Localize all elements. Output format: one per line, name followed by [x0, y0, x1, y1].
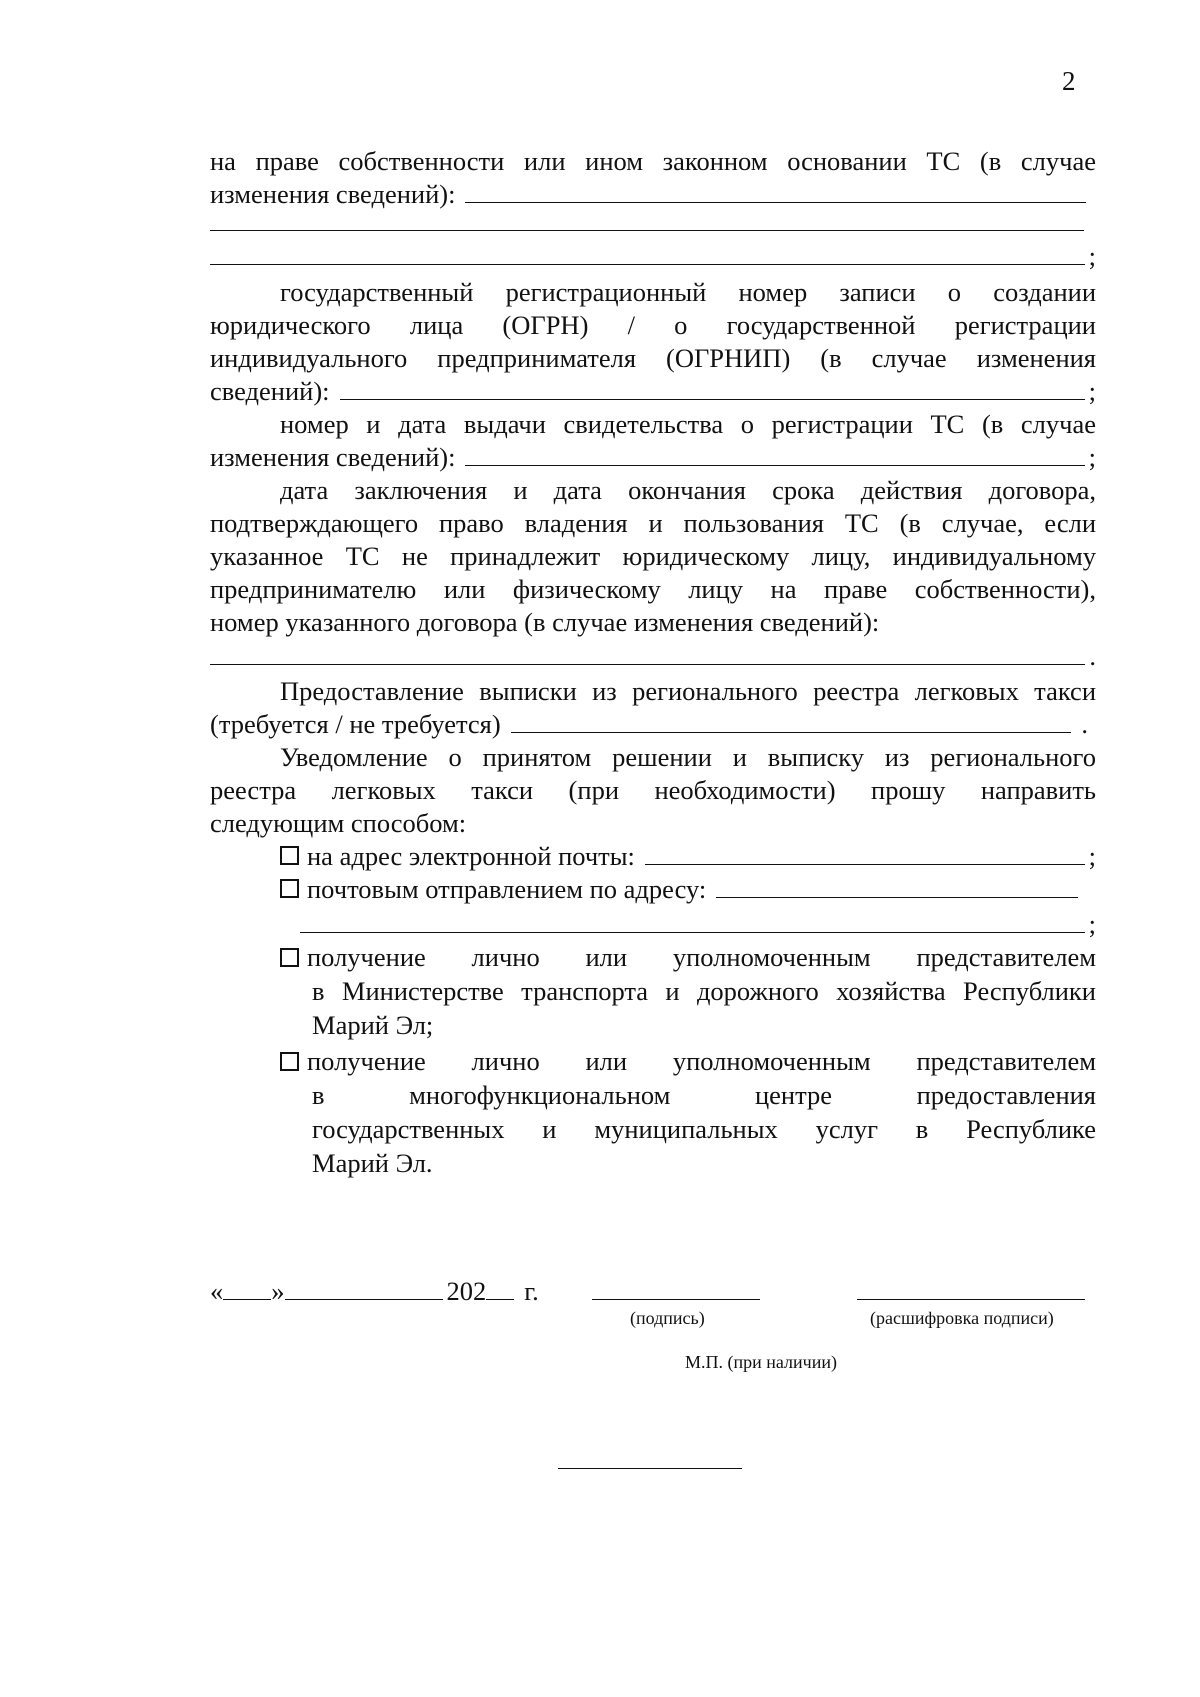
email-checkbox[interactable] [280, 846, 299, 865]
paragraph-line: указанное ТС не принадлежит юридическому лицу, индивидуальному [210, 541, 1096, 571]
option-ministry [280, 941, 1096, 974]
paragraph-line: индивидуального предпринимателя (ОГРНИП) (в случае изменения [210, 343, 1096, 373]
option-label: получение лично или уполномоченным представителем [307, 1046, 1096, 1076]
field-label: (требуется / не требуется) [210, 709, 501, 739]
paragraph-line: на праве собственности или ином законном основании ТС (в случае [210, 146, 1096, 176]
ownership-basis-field-continuation[interactable] [210, 240, 1096, 273]
field-label: изменения сведений): [210, 179, 456, 209]
postal-address-field-continuation[interactable] [300, 908, 1096, 941]
paragraph-line [210, 178, 1096, 211]
paragraph-line: государственный регистрационный номер записи о создании [280, 277, 1096, 307]
quote-close: » [271, 1276, 285, 1306]
paragraph-line [210, 708, 1096, 741]
seal-note: М.П. (при наличии) [685, 1352, 837, 1372]
option-mfc [280, 1045, 1096, 1078]
month-field[interactable] [285, 1277, 443, 1300]
paragraph-line: Марий Эл; [312, 1010, 434, 1040]
contract-field[interactable] [210, 640, 1096, 673]
period: . [1081, 709, 1088, 739]
paragraph-line: Уведомление о принятом решении и выписку из регионального [280, 742, 1096, 772]
ownership-basis-field-continuation[interactable] [210, 208, 1096, 241]
paragraph-line: следующим способом: [210, 808, 467, 838]
paragraph-line [210, 441, 1096, 474]
semicolon: ; [1088, 909, 1096, 939]
page-number: 2 [1062, 66, 1076, 96]
extract-required-field[interactable] [511, 710, 1072, 733]
semicolon: ; [1088, 442, 1096, 472]
paragraph-line: юридического лица (ОГРН) / о государственной регистрации [210, 310, 1096, 340]
certificate-field[interactable] [465, 443, 1084, 466]
ownership-basis-field[interactable] [465, 180, 1086, 203]
postal-address-field[interactable] [716, 875, 1078, 898]
semicolon: ; [1088, 841, 1096, 871]
field-label: сведений): [210, 376, 330, 406]
paragraph-line: дата заключения и дата окончания срока действия договора, [280, 475, 1096, 505]
end-separator [558, 1468, 742, 1469]
option-post [280, 873, 1096, 906]
paragraph-line: реестра легковых такси (при необходимости) прошу направить [210, 775, 1096, 805]
date-signature-row [210, 1275, 1110, 1308]
signature-caption: (подпись) [630, 1308, 705, 1328]
day-field[interactable] [223, 1277, 271, 1300]
year-suffix: г. [524, 1276, 539, 1306]
option-label: получение лично или уполномоченным представителем [307, 942, 1096, 972]
field-label: изменения сведений): [210, 442, 456, 472]
decoding-caption: (расшифровка подписи) [870, 1308, 1054, 1328]
period: . [1089, 641, 1096, 671]
year-field[interactable] [486, 1277, 514, 1300]
paragraph-line: Предоставление выписки из регионального реестра легковых такси [280, 676, 1096, 706]
paragraph-line: в многофункциональном центре предоставления [312, 1080, 1096, 1110]
paragraph-line: подтверждающего право владения и пользования ТС (в случае, если [210, 508, 1096, 538]
paragraph-line: в Министерстве транспорта и дорожного хозяйства Республики [312, 976, 1096, 1006]
signature-line[interactable] [592, 1299, 760, 1300]
signature-decoding-line[interactable] [857, 1299, 1085, 1300]
paragraph-line [210, 375, 1096, 408]
option-label: на адрес электронной почты: [307, 841, 635, 871]
mfc-checkbox[interactable] [280, 1052, 299, 1071]
post-checkbox[interactable] [280, 879, 299, 898]
year-prefix: 202 [446, 1276, 487, 1306]
option-email [280, 840, 1096, 873]
ministry-checkbox[interactable] [280, 948, 299, 967]
paragraph-line: номер и дата выдачи свидетельства о регистрации ТС (в случае [280, 409, 1096, 439]
email-field[interactable] [645, 842, 1085, 865]
option-label: почтовым отправлением по адресу: [307, 874, 707, 904]
paragraph-line: государственных и муниципальных услуг в Республике [312, 1114, 1096, 1144]
paragraph-line: предпринимателю или физическому лицу на праве собственности), [210, 574, 1096, 604]
ogrn-field[interactable] [340, 377, 1085, 400]
paragraph-line: Марий Эл. [312, 1148, 433, 1178]
semicolon: ; [1088, 376, 1096, 406]
semicolon: ; [1088, 241, 1096, 271]
paragraph-line: номер указанного договора (в случае изменения сведений): [210, 607, 880, 637]
quote-open: « [210, 1276, 224, 1306]
